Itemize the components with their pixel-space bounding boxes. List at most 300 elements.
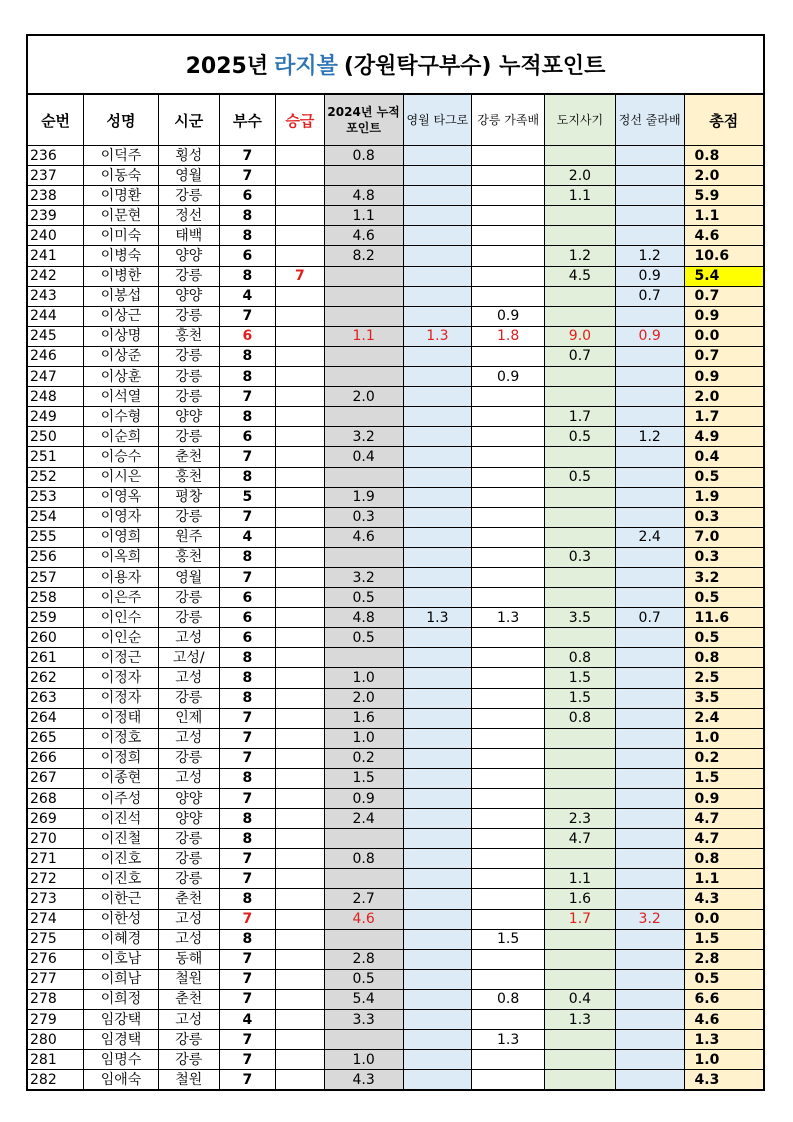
row-promotion: 7	[276, 266, 325, 286]
row-governor-cup: 0.4	[545, 989, 616, 1009]
row-division: 7	[219, 1070, 276, 1091]
row-2024-points: 4.6	[324, 527, 403, 547]
row-total: 0.4	[684, 447, 764, 467]
row-total: 0.3	[684, 547, 764, 567]
header-governor-cup: 도지사기	[545, 95, 616, 146]
row-governor-cup: 1.6	[545, 889, 616, 909]
row-gangneung	[472, 567, 545, 587]
row-governor-cup	[545, 1050, 616, 1070]
row-total: 0.7	[684, 346, 764, 366]
row-total: 2.0	[684, 166, 764, 186]
row-total: 4.7	[684, 829, 764, 849]
table-row	[27, 1030, 764, 1050]
row-2024-points: 5.4	[324, 989, 403, 1009]
row-total: 4.9	[684, 427, 764, 447]
row-governor-cup: 4.7	[545, 829, 616, 849]
table-row	[27, 387, 764, 407]
row-city: 강릉	[158, 306, 219, 326]
row-jeongseon	[615, 789, 684, 809]
row-2024-points: 0.9	[324, 789, 403, 809]
row-2024-points: 1.0	[324, 668, 403, 688]
row-2024-points: 1.9	[324, 487, 403, 507]
row-jeongseon	[615, 688, 684, 708]
row-number: 271	[27, 849, 84, 869]
row-governor-cup: 1.5	[545, 688, 616, 708]
row-number: 264	[27, 708, 84, 728]
row-division: 8	[219, 668, 276, 688]
row-governor-cup	[545, 447, 616, 467]
row-gangneung	[472, 206, 545, 226]
row-division: 7	[219, 447, 276, 467]
table-row	[27, 708, 764, 728]
row-jeongseon	[615, 1050, 684, 1070]
row-2024-points: 2.8	[324, 949, 403, 969]
row-promotion	[276, 527, 325, 547]
header-gangneung: 강릉 가족배	[472, 95, 545, 146]
row-gangneung	[472, 467, 545, 487]
row-number: 246	[27, 346, 84, 366]
row-promotion	[276, 1010, 325, 1030]
table-row	[27, 467, 764, 487]
row-city: 홍천	[158, 326, 219, 346]
row-name: 이혜경	[84, 929, 159, 949]
row-city: 양양	[158, 246, 219, 266]
row-total: 0.8	[684, 648, 764, 668]
row-gangneung	[472, 266, 545, 286]
row-yeongwol	[403, 407, 472, 427]
row-gangneung	[472, 547, 545, 567]
row-jeongseon	[615, 668, 684, 688]
row-name: 이한성	[84, 909, 159, 929]
row-city: 고성	[158, 1010, 219, 1030]
row-number: 248	[27, 387, 84, 407]
row-city: 양양	[158, 809, 219, 829]
row-gangneung	[472, 849, 545, 869]
row-gangneung	[472, 668, 545, 688]
row-gangneung	[472, 909, 545, 929]
row-division: 6	[219, 608, 276, 628]
table-row	[27, 1050, 764, 1070]
row-number: 277	[27, 969, 84, 989]
row-promotion	[276, 387, 325, 407]
row-yeongwol	[403, 588, 472, 608]
row-name: 이상훈	[84, 367, 159, 387]
row-gangneung	[472, 166, 545, 186]
row-name: 이희정	[84, 989, 159, 1009]
row-division: 7	[219, 849, 276, 869]
row-city: 횡성	[158, 146, 219, 166]
row-city: 평창	[158, 487, 219, 507]
row-city: 양양	[158, 286, 219, 306]
row-number: 236	[27, 146, 84, 166]
row-name: 이정근	[84, 648, 159, 668]
row-promotion	[276, 608, 325, 628]
row-number: 268	[27, 789, 84, 809]
header-city: 시군	[158, 95, 219, 146]
row-yeongwol	[403, 367, 472, 387]
row-2024-points: 4.6	[324, 909, 403, 929]
row-promotion	[276, 326, 325, 346]
row-city: 고성	[158, 768, 219, 788]
row-gangneung: 0.9	[472, 367, 545, 387]
header-promotion: 승급	[276, 95, 325, 146]
header-name: 성명	[84, 95, 159, 146]
row-city: 철원	[158, 969, 219, 989]
header-yeongwol: 영월 타그로	[403, 95, 472, 146]
row-promotion	[276, 166, 325, 186]
row-division: 7	[219, 728, 276, 748]
row-name: 이옥희	[84, 547, 159, 567]
row-number: 279	[27, 1010, 84, 1030]
row-division: 8	[219, 206, 276, 226]
row-city: 고성/	[158, 648, 219, 668]
row-number: 250	[27, 427, 84, 447]
row-2024-points: 0.3	[324, 507, 403, 527]
row-division: 7	[219, 909, 276, 929]
row-total: 0.7	[684, 286, 764, 306]
table-row	[27, 286, 764, 306]
row-city: 강릉	[158, 387, 219, 407]
table-row	[27, 326, 764, 346]
table-row	[27, 809, 764, 829]
row-jeongseon: 1.2	[615, 246, 684, 266]
row-2024-points: 0.5	[324, 969, 403, 989]
row-city: 고성	[158, 668, 219, 688]
row-gangneung: 0.9	[472, 306, 545, 326]
row-city: 강릉	[158, 346, 219, 366]
row-yeongwol	[403, 688, 472, 708]
table-row	[27, 748, 764, 768]
row-name: 이한근	[84, 889, 159, 909]
row-jeongseon	[615, 748, 684, 768]
table-row	[27, 728, 764, 748]
row-division: 8	[219, 889, 276, 909]
row-number: 247	[27, 367, 84, 387]
row-promotion	[276, 507, 325, 527]
row-promotion	[276, 407, 325, 427]
row-number: 270	[27, 829, 84, 849]
row-jeongseon	[615, 346, 684, 366]
row-city: 강릉	[158, 829, 219, 849]
row-number: 257	[27, 567, 84, 587]
row-jeongseon	[615, 226, 684, 246]
row-governor-cup	[545, 487, 616, 507]
row-governor-cup: 0.8	[545, 708, 616, 728]
row-jeongseon: 1.2	[615, 427, 684, 447]
row-number: 262	[27, 668, 84, 688]
table-row	[27, 186, 764, 206]
row-yeongwol	[403, 949, 472, 969]
row-jeongseon	[615, 628, 684, 648]
row-number: 258	[27, 588, 84, 608]
row-number: 281	[27, 1050, 84, 1070]
row-gangneung	[472, 507, 545, 527]
row-number: 273	[27, 889, 84, 909]
row-jeongseon: 0.7	[615, 286, 684, 306]
row-yeongwol	[403, 1030, 472, 1050]
row-yeongwol	[403, 889, 472, 909]
table-row	[27, 608, 764, 628]
row-name: 이영자	[84, 507, 159, 527]
row-jeongseon	[615, 547, 684, 567]
row-jeongseon: 0.9	[615, 326, 684, 346]
row-division: 8	[219, 829, 276, 849]
row-jeongseon	[615, 809, 684, 829]
row-name: 이석열	[84, 387, 159, 407]
row-total: 0.8	[684, 849, 764, 869]
row-name: 이진호	[84, 849, 159, 869]
sheet-title	[26, 34, 765, 94]
row-promotion	[276, 286, 325, 306]
row-number: 253	[27, 487, 84, 507]
row-promotion	[276, 849, 325, 869]
row-promotion	[276, 728, 325, 748]
row-promotion	[276, 547, 325, 567]
row-division: 7	[219, 567, 276, 587]
row-yeongwol	[403, 989, 472, 1009]
row-governor-cup	[545, 628, 616, 648]
row-gangneung	[472, 226, 545, 246]
header-2024-points: 2024년 누적포인트	[324, 95, 403, 146]
row-governor-cup: 0.5	[545, 467, 616, 487]
points-table	[26, 94, 765, 1091]
row-jeongseon	[615, 889, 684, 909]
row-promotion	[276, 427, 325, 447]
row-promotion	[276, 648, 325, 668]
row-division: 8	[219, 547, 276, 567]
row-city: 영월	[158, 567, 219, 587]
row-name: 이주성	[84, 789, 159, 809]
row-gangneung	[472, 407, 545, 427]
row-yeongwol	[403, 166, 472, 186]
row-total: 1.5	[684, 768, 764, 788]
row-city: 양양	[158, 789, 219, 809]
row-jeongseon	[615, 588, 684, 608]
table-row	[27, 487, 764, 507]
row-promotion	[276, 206, 325, 226]
header-num: 순번	[27, 95, 84, 146]
row-promotion	[276, 306, 325, 326]
row-total: 0.9	[684, 367, 764, 387]
row-gangneung: 1.3	[472, 608, 545, 628]
row-division: 7	[219, 306, 276, 326]
row-2024-points: 0.8	[324, 146, 403, 166]
row-name: 이정자	[84, 688, 159, 708]
row-name: 이병숙	[84, 246, 159, 266]
row-yeongwol	[403, 829, 472, 849]
row-2024-points: 1.1	[324, 206, 403, 226]
row-city: 춘천	[158, 889, 219, 909]
row-jeongseon	[615, 708, 684, 728]
row-division: 6	[219, 588, 276, 608]
row-2024-points	[324, 306, 403, 326]
table-row	[27, 1010, 764, 1030]
row-governor-cup	[545, 728, 616, 748]
row-division: 6	[219, 427, 276, 447]
row-gangneung	[472, 688, 545, 708]
row-2024-points: 0.5	[324, 588, 403, 608]
row-2024-points: 0.8	[324, 849, 403, 869]
row-yeongwol	[403, 567, 472, 587]
row-division: 7	[219, 708, 276, 728]
row-yeongwol	[403, 969, 472, 989]
row-jeongseon: 2.4	[615, 527, 684, 547]
row-division: 8	[219, 688, 276, 708]
row-total: 0.0	[684, 326, 764, 346]
row-division: 7	[219, 1050, 276, 1070]
row-gangneung	[472, 387, 545, 407]
row-name: 임경택	[84, 1030, 159, 1050]
row-gangneung	[472, 427, 545, 447]
row-2024-points: 8.2	[324, 246, 403, 266]
row-2024-points: 0.2	[324, 748, 403, 768]
row-total: 1.0	[684, 728, 764, 748]
row-2024-points: 1.6	[324, 708, 403, 728]
row-promotion	[276, 688, 325, 708]
table-row	[27, 226, 764, 246]
row-governor-cup: 1.2	[545, 246, 616, 266]
row-name: 이호남	[84, 949, 159, 969]
row-governor-cup	[545, 768, 616, 788]
row-2024-points: 3.3	[324, 1010, 403, 1030]
row-number: 239	[27, 206, 84, 226]
row-total: 6.6	[684, 989, 764, 1009]
row-total: 1.1	[684, 869, 764, 889]
row-number: 280	[27, 1030, 84, 1050]
row-promotion	[276, 1050, 325, 1070]
row-city: 홍천	[158, 547, 219, 567]
row-yeongwol	[403, 869, 472, 889]
row-number: 259	[27, 608, 84, 628]
row-yeongwol	[403, 387, 472, 407]
row-jeongseon	[615, 507, 684, 527]
row-governor-cup	[545, 1070, 616, 1091]
row-city: 강릉	[158, 688, 219, 708]
row-name: 이수형	[84, 407, 159, 427]
row-division: 6	[219, 186, 276, 206]
header-total: 총점	[684, 95, 764, 146]
row-division: 8	[219, 809, 276, 829]
row-city: 홍천	[158, 467, 219, 487]
row-governor-cup	[545, 748, 616, 768]
header-row	[27, 95, 764, 146]
row-total: 0.2	[684, 748, 764, 768]
row-yeongwol	[403, 708, 472, 728]
row-name: 이승수	[84, 447, 159, 467]
row-name: 이시은	[84, 467, 159, 487]
row-jeongseon	[615, 567, 684, 587]
table-row	[27, 628, 764, 648]
row-2024-points: 0.4	[324, 447, 403, 467]
row-2024-points: 0.5	[324, 628, 403, 648]
header-division: 부수	[219, 95, 276, 146]
row-yeongwol	[403, 346, 472, 366]
row-yeongwol	[403, 306, 472, 326]
row-jeongseon	[615, 989, 684, 1009]
row-promotion	[276, 889, 325, 909]
row-promotion	[276, 226, 325, 246]
row-total: 0.5	[684, 628, 764, 648]
row-governor-cup: 3.5	[545, 608, 616, 628]
row-yeongwol	[403, 467, 472, 487]
row-promotion	[276, 1070, 325, 1091]
table-row	[27, 146, 764, 166]
row-promotion	[276, 869, 325, 889]
row-city: 춘천	[158, 989, 219, 1009]
row-city: 양양	[158, 407, 219, 427]
table-row	[27, 949, 764, 969]
row-name: 이명환	[84, 186, 159, 206]
row-gangneung	[472, 588, 545, 608]
row-promotion	[276, 909, 325, 929]
table-row	[27, 527, 764, 547]
row-jeongseon	[615, 969, 684, 989]
row-governor-cup	[545, 146, 616, 166]
row-division: 6	[219, 326, 276, 346]
row-city: 강릉	[158, 748, 219, 768]
row-promotion	[276, 969, 325, 989]
row-promotion	[276, 809, 325, 829]
row-name: 이진철	[84, 829, 159, 849]
row-city: 강릉	[158, 1030, 219, 1050]
row-name: 이인순	[84, 628, 159, 648]
row-number: 245	[27, 326, 84, 346]
row-2024-points: 1.0	[324, 1050, 403, 1070]
row-jeongseon	[615, 648, 684, 668]
row-yeongwol: 1.3	[403, 326, 472, 346]
row-city: 강릉	[158, 427, 219, 447]
row-jeongseon	[615, 306, 684, 326]
row-name: 이덕주	[84, 146, 159, 166]
row-number: 274	[27, 909, 84, 929]
row-governor-cup	[545, 588, 616, 608]
row-jeongseon	[615, 1030, 684, 1050]
row-yeongwol	[403, 929, 472, 949]
row-gangneung	[472, 1010, 545, 1030]
row-name: 이용자	[84, 567, 159, 587]
row-governor-cup: 1.1	[545, 186, 616, 206]
row-total: 2.5	[684, 668, 764, 688]
row-gangneung	[472, 728, 545, 748]
row-governor-cup	[545, 286, 616, 306]
row-total: 4.3	[684, 889, 764, 909]
row-2024-points: 3.2	[324, 567, 403, 587]
table-row	[27, 1070, 764, 1091]
row-division: 7	[219, 166, 276, 186]
row-name: 이정자	[84, 668, 159, 688]
row-name: 임애숙	[84, 1070, 159, 1091]
row-total: 4.3	[684, 1070, 764, 1091]
row-name: 임명수	[84, 1050, 159, 1070]
row-governor-cup: 1.5	[545, 668, 616, 688]
row-division: 4	[219, 527, 276, 547]
row-jeongseon	[615, 849, 684, 869]
row-total: 0.0	[684, 909, 764, 929]
row-name: 이진호	[84, 869, 159, 889]
row-gangneung	[472, 648, 545, 668]
row-gangneung	[472, 748, 545, 768]
table-row	[27, 266, 764, 286]
table-row	[27, 768, 764, 788]
row-name: 이영옥	[84, 487, 159, 507]
table-row	[27, 889, 764, 909]
row-total: 1.5	[684, 929, 764, 949]
row-2024-points	[324, 467, 403, 487]
row-2024-points: 2.4	[324, 809, 403, 829]
row-gangneung	[472, 186, 545, 206]
row-yeongwol	[403, 1010, 472, 1030]
row-governor-cup: 0.3	[545, 547, 616, 567]
